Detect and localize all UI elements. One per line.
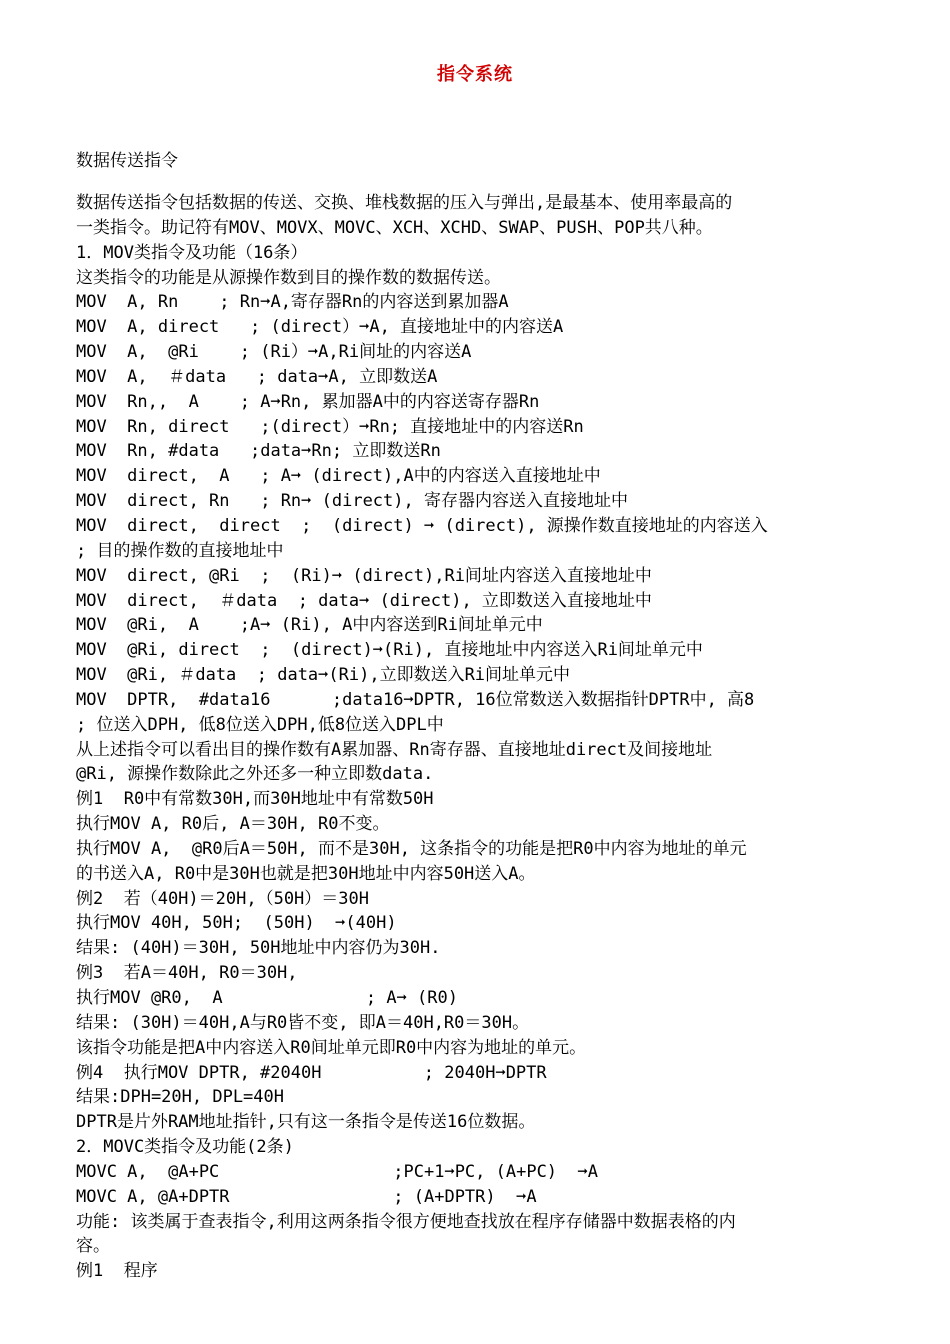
text-line: 结果: (40H)＝30H, 50H地址中内容仍为30H. [76,938,441,959]
text-line: 这类指令的功能是从源操作数到目的操作数的数据传送。 [76,267,501,288]
text-line: 从上述指令可以看出目的操作数有A累加器、Rn寄存器、直接地址direct及间接地址 [76,739,713,760]
text-line: 2．MOVC类指令及功能(2条) [76,1137,294,1158]
text-line: MOV Rn, direct ;(direct）➞Rn; 直接地址中的内容送Rn [76,416,584,437]
text-line: MOV direct, @Ri ; (Ri)➞ (direct),Ri间址内容送入直接地址中 [76,565,652,586]
text-line: MOV @Ri, A ;A➞ (Ri), A中内容送到Ri间址单元中 [76,615,543,636]
text-line: 例1 R0中有常数30H,而30H地址中有常数50H [76,789,434,810]
text-line: @Ri, 源操作数除此之外还多一种立即数data. [76,764,434,785]
text-line: 例4 执行MOV DPTR, #2040H ; 2040H➞DPTR [76,1062,547,1083]
text-line: 例1 程序 [76,1261,158,1282]
text-line: MOVC A, @A+PC ;PC+1➞PC, (A+PC) ➞A [76,1161,598,1182]
text-line: 结果:DPH=20H, DPL=40H [76,1087,284,1108]
text-line: MOV direct, ＃data ; data➞ (direct), 立即数送入直接地址中 [76,590,652,611]
text-line: 功能: 该类属于查表指令,利用这两条指令很方便地查找放在程序存储器中数据表格的内 [76,1211,736,1232]
text-line: 执行MOV A, R0后, A＝30H, R0不变。 [76,814,390,835]
text-line: MOV A, direct ; (direct）➞A, 直接地址中的内容送A [76,317,564,338]
text-line: MOV Rn, #data ;data➞Rn; 立即数送Rn [76,441,441,462]
text-line: MOV Rn,, A ; A➞Rn, 累加器A中的内容送寄存器Rn [76,391,540,412]
text-line: ; 位送入DPH, 低8位送入DPH,低8位送入DPL中 [76,714,444,735]
text-line: 例2 若（40H)＝20H,（50H）＝30H [76,888,369,909]
text-line: 例3 若A＝40H, R0＝30H, [76,963,298,984]
text-line: MOV direct, A ; A➞ (direct),A中的内容送入直接地址中 [76,466,601,487]
text-line: MOVC A, @A+DPTR ; (A+DPTR) ➞A [76,1186,537,1207]
body-text [76,191,886,1284]
text-line: 该指令功能是把A中内容送入R0间址单元即R0中内容为地址的单元。 [76,1037,587,1058]
text-line: 执行MOV A, @R0后A＝50H, 而不是30H, 这条指令的功能是把R0中内容为地址的单元 [76,838,747,859]
text-line: MOV @Ri, direct ; (direct)➞(Ri), 直接地址中内容送入Ri间址单元中 [76,640,703,661]
text-line: 执行MOV @R0, A ; A➞ (R0) [76,988,458,1008]
section-heading: 数据传送指令 [76,151,178,171]
text-line: 结果: (30H)＝40H,A与R0皆不变, 即A＝40H,R0＝30H。 [76,1012,530,1033]
text-line: 执行MOV 40H, 50H; (50H) ➞(40H) [76,913,397,934]
page-title: 指令系统 [437,64,513,85]
text-line: 容。 [76,1236,110,1257]
text-line: MOV direct, direct ; (direct) ➞ (direct), 源操作数直接地址的内容送入 [76,515,768,536]
text-line: 的书送入A, R0中是30H也就是把30H地址中内容50H送入A。 [76,863,536,884]
text-line: 数据传送指令包括数据的传送、交换、堆栈数据的压入与弹出,是最基本、使用率最高的 [76,193,733,213]
text-line: MOV @Ri, ＃data ; data➞(Ri),立即数送入Ri间址单元中 [76,665,571,686]
text-line: 1．MOV类指令及功能（16条） [76,242,308,263]
text-line: MOV DPTR, #data16 ;data16➞DPTR, 16位常数送入数据指针DPTR中, 高8 [76,689,755,710]
text-line: 一类指令。助记符有MOV、MOVX、MOVC、XCH、XCHD、SWAP、PUSH、POP共八种。 [76,217,713,238]
text-line: MOV direct, Rn ; Rn➞ (direct), 寄存器内容送入直接地址中 [76,491,628,512]
text-line: MOV A, Rn ; Rn➞A,寄存器Rn的内容送到累加器A [76,292,509,313]
text-line: ; 目的操作数的直接地址中 [76,540,284,561]
text-line: MOV A, ＃data ; data➞A, 立即数送A [76,366,438,387]
text-line: DPTR是片外RAM地址指针,只有这一条指令是传送16位数据。 [76,1112,536,1133]
text-line: MOV A, @Ri ; (Ri）➞A,Ri间址的内容送A [76,342,472,363]
